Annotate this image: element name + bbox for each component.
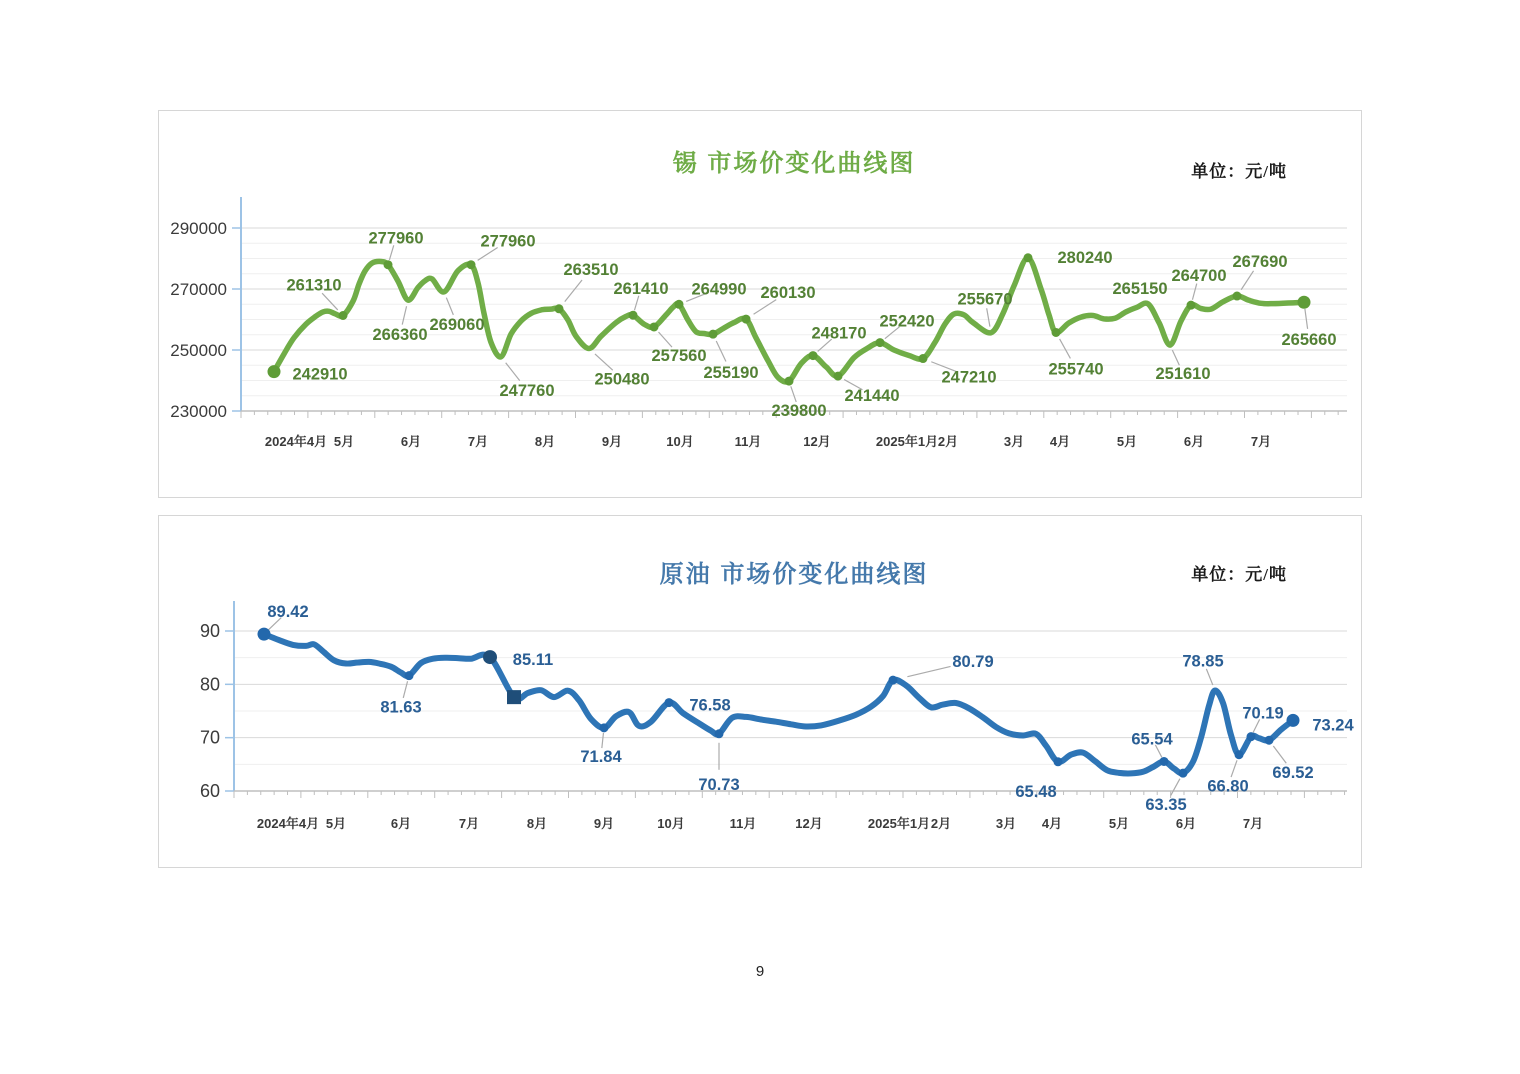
svg-text:2月: 2月 [937,434,959,449]
svg-text:80: 80 [199,674,220,695]
svg-text:247210: 247210 [941,368,997,387]
svg-text:90: 90 [199,621,220,642]
svg-text:6月: 6月 [1175,816,1197,831]
svg-text:269060: 269060 [429,315,485,334]
svg-text:6月: 6月 [390,816,412,831]
svg-text:2024年4月: 2024年4月 [256,816,320,831]
svg-text:8月: 8月 [526,816,548,831]
svg-text:85.11: 85.11 [512,651,554,670]
svg-text:2025年1月: 2025年1月 [867,816,931,831]
svg-text:7月: 7月 [1242,816,1264,831]
svg-text:248170: 248170 [811,324,867,343]
svg-text:4月: 4月 [1049,434,1071,449]
svg-text:8月: 8月 [534,434,556,449]
svg-text:65.48: 65.48 [1015,782,1057,801]
svg-text:2025年1月: 2025年1月 [875,434,939,449]
svg-text:264990: 264990 [691,280,747,299]
svg-text:270000: 270000 [170,280,227,299]
svg-text:70.73: 70.73 [698,775,740,794]
svg-text:65.54: 65.54 [1131,730,1173,749]
svg-text:6月: 6月 [400,434,422,449]
svg-text:261410: 261410 [613,280,669,299]
svg-text:230000: 230000 [170,402,227,421]
svg-text:241440: 241440 [844,387,900,406]
crude-oil-price-chart-card [158,515,1362,868]
svg-text:9月: 9月 [593,816,615,831]
svg-text:10月: 10月 [666,434,694,449]
svg-text:7月: 7月 [1250,434,1272,449]
svg-text:89.42: 89.42 [267,603,309,622]
svg-text:277960: 277960 [480,232,536,251]
svg-text:11月: 11月 [729,816,757,831]
tin-chart-canvas [159,111,1363,499]
svg-text:81.63: 81.63 [380,698,422,717]
svg-text:2月: 2月 [930,816,952,831]
svg-text:247760: 247760 [499,381,555,400]
svg-text:5月: 5月 [325,816,347,831]
tin-chart-title: 锡 市场价变化曲线图 [672,150,916,177]
svg-text:12月: 12月 [803,434,831,449]
svg-text:12月: 12月 [795,816,823,831]
tin-price-chart-card [158,110,1362,498]
svg-text:73.24: 73.24 [1312,716,1354,735]
svg-text:66.80: 66.80 [1207,777,1249,796]
svg-text:263510: 263510 [563,260,619,279]
svg-text:5月: 5月 [333,434,355,449]
svg-text:4月: 4月 [1041,816,1063,831]
svg-text:5月: 5月 [1108,816,1130,831]
svg-text:250480: 250480 [594,370,650,389]
svg-text:266360: 266360 [372,326,428,345]
svg-text:70: 70 [199,727,220,748]
svg-text:251610: 251610 [1155,365,1211,384]
svg-text:239800: 239800 [771,402,827,421]
svg-text:9月: 9月 [601,434,623,449]
svg-text:5月: 5月 [1116,434,1138,449]
svg-text:11月: 11月 [734,434,762,449]
svg-text:261310: 261310 [286,276,342,295]
svg-text:252420: 252420 [879,312,935,331]
page-number: 9 [755,963,765,980]
svg-text:255190: 255190 [703,364,759,383]
svg-text:60: 60 [199,781,220,801]
svg-text:10月: 10月 [657,816,685,831]
svg-text:3月: 3月 [995,816,1017,831]
svg-text:7月: 7月 [467,434,489,449]
svg-text:250000: 250000 [170,341,227,360]
svg-text:69.52: 69.52 [1272,764,1314,783]
svg-text:7月: 7月 [458,816,480,831]
svg-text:6月: 6月 [1183,434,1205,449]
svg-text:280240: 280240 [1057,248,1113,267]
svg-text:264700: 264700 [1171,267,1227,286]
svg-text:265150: 265150 [1112,279,1168,298]
svg-text:260130: 260130 [760,284,816,303]
svg-text:80.79: 80.79 [952,653,994,672]
svg-text:257560: 257560 [651,346,707,365]
svg-text:255670: 255670 [957,290,1013,309]
svg-text:3月: 3月 [1003,434,1025,449]
crude-oil-chart-title: 原油 市场价变化曲线图 [659,561,929,588]
svg-text:242910: 242910 [292,365,348,384]
svg-text:267690: 267690 [1232,253,1288,272]
crude-oil-chart-unit-label: 单位：元/吨 [1191,565,1287,584]
svg-text:290000: 290000 [170,219,227,238]
svg-text:255740: 255740 [1048,360,1104,379]
svg-text:71.84: 71.84 [580,747,622,766]
svg-text:2024年4月: 2024年4月 [264,434,328,449]
svg-text:277960: 277960 [368,229,424,248]
svg-text:70.19: 70.19 [1242,704,1284,723]
crude-oil-chart-canvas [159,516,1363,869]
tin-chart-unit-label: 单位：元/吨 [1191,162,1287,181]
svg-text:63.35: 63.35 [1145,796,1187,815]
svg-text:78.85: 78.85 [1182,652,1224,671]
svg-text:76.58: 76.58 [689,696,731,715]
svg-text:265660: 265660 [1281,331,1337,350]
